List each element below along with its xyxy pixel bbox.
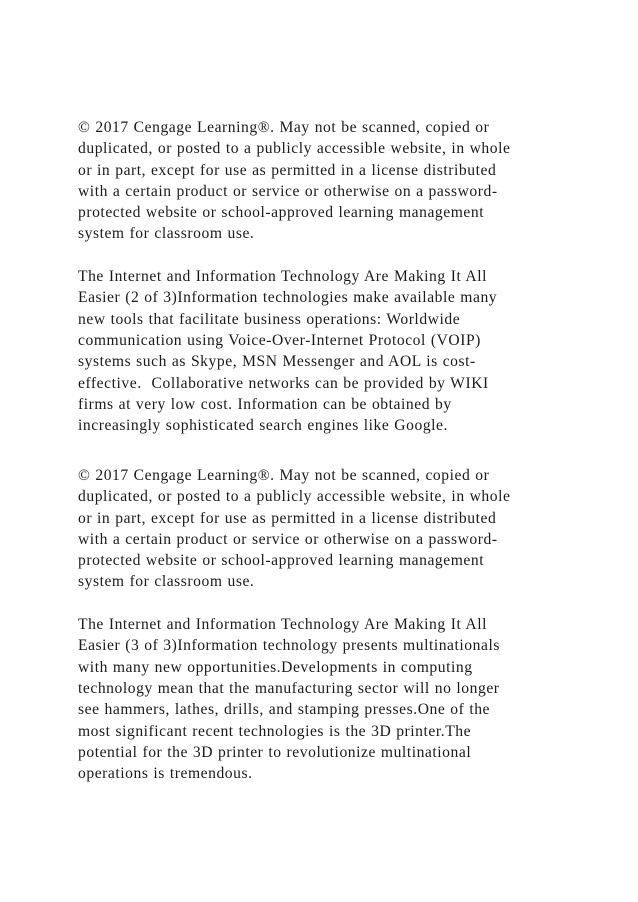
copyright-notice-2 [78,465,568,593]
body-line: new tools that facilitate business operations: Worldwide [78,310,461,328]
paragraph-gap [78,593,568,614]
notice-line: duplicated, or posted to a publicly accessible website, in whole [78,488,511,506]
notice-line: duplicated, or posted to a publicly accessible website, in whole [78,140,511,158]
body-line: Easier (3 of 3)Information technology presents multinationals [78,637,500,655]
notice-line: with a certain product or service or otherwise on a password- [78,182,498,200]
section-1 [78,117,568,436]
body-line: most significant recent technologies is the 3D printer.The [78,722,472,740]
body-line: The Internet and Information Technology Are Making It All [78,268,487,286]
body-line: increasingly sophisticated search engines like Google. [78,417,448,435]
body-paragraph-1 [78,266,568,436]
body-line: potential for the 3D printer to revolutionize multinational [78,743,472,761]
notice-line: or in part, except for use as permitted in a license distributed [78,161,497,179]
body-paragraph-2 [78,614,568,784]
body-line: The Internet and Information Technology Are Making It All [78,616,487,634]
notice-line: © 2017 Cengage Learning®. May not be scanned, copied or [78,119,490,136]
body-line: see hammers, lathes, drills, and stamping presses.One of the [78,701,491,719]
body-line: technology mean that the manufacturing sector will no longer [78,679,500,697]
notice-line: protected website or school-approved learning management [78,552,485,570]
paragraph-gap [78,245,568,266]
notice-line: or in part, except for use as permitted in a license distributed [78,509,497,527]
notice-line: system for classroom use. [78,225,255,243]
notice-line: protected website or school-approved learning management [78,204,485,222]
body-line: Easier (2 of 3)Information technologies make available many [78,289,498,307]
body-line: systems such as Skype, MSN Messenger and AOL is cost- [78,353,476,371]
body-line: operations is tremendous. [78,765,253,783]
body-line: communication using Voice-Over-Internet Protocol (VOIP) [78,331,481,349]
copyright-notice-1 [78,117,568,245]
body-line: with many new opportunities.Developments in computing [78,658,473,676]
section-2 [78,465,568,784]
notice-line: system for classroom use. [78,573,255,591]
notice-line: © 2017 Cengage Learning®. May not be scanned, copied or [78,467,490,484]
body-line: firms at very low cost. Information can be obtained by [78,395,452,413]
body-line: effective. Collaborative networks can be provided by WIKI [78,374,489,392]
notice-line: with a certain product or service or otherwise on a password- [78,530,498,548]
